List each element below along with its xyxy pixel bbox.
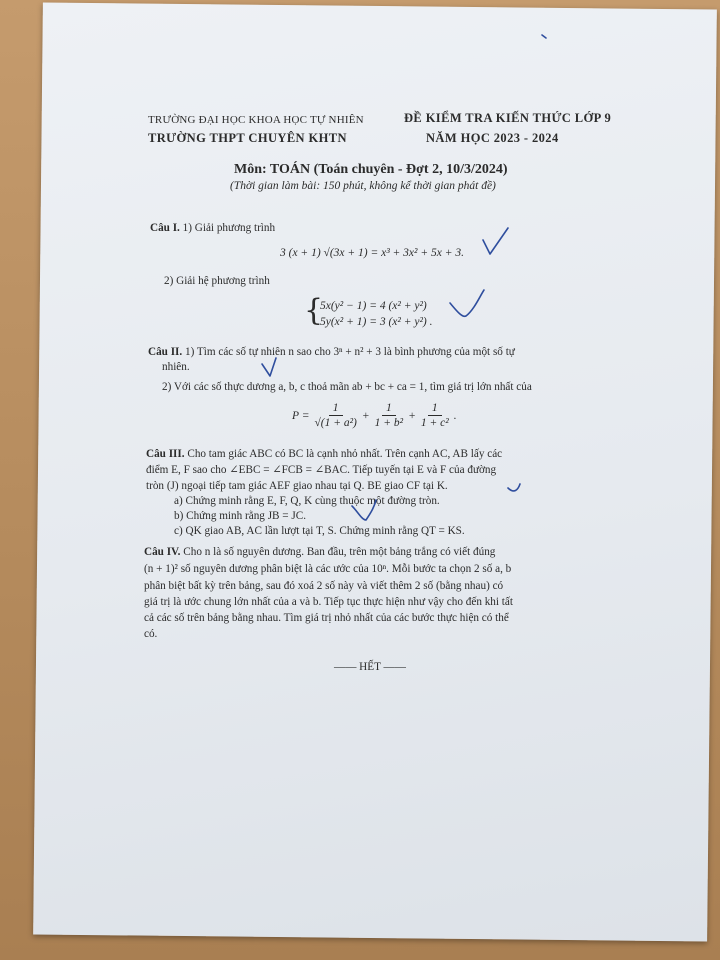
subject-title: Môn: TOÁN (Toán chuyên - Đợt 2, 10/3/2024) (234, 162, 508, 177)
fraction-c (419, 402, 451, 430)
question-4-line-2: (n + 1)² số nguyên dương phân biệt là các ước của 10ⁿ. Mỗi bước ta chọn 2 số a, b (144, 563, 512, 575)
question-3-line-2: điểm E, F sao cho ∠EBC = ∠FCB = ∠BAC. Tiếp tuyến tại E và F của đường (146, 464, 497, 476)
question-4-label: Câu IV. (144, 546, 181, 558)
university-name: TRƯỜNG ĐẠI HỌC KHOA HỌC TỰ NHIÊN (148, 114, 364, 126)
equation-1: 3 (x + 1) √(3x + 1) = x³ + 3x² + 5x + 3. (280, 247, 464, 259)
plus-2: + (408, 410, 416, 422)
plus-1: + (361, 410, 370, 422)
question-2 (148, 345, 515, 360)
fraction-b (373, 402, 405, 430)
question-4-line-1: Cho n là số nguyên dương. Ban đầu, trên một bảng trắng có viết đúng (183, 546, 496, 558)
question-3-line-1: Cho tam giác ABC có BC là cạnh nhỏ nhất. Trên cạnh AC, AB lấy các (187, 448, 503, 460)
question-4-line-3: phân biệt bất kỳ trên bảng, sau đó xoá 2 số này và viết thêm 2 số (bằng nhau) có (144, 580, 504, 592)
fraction-b-den: 1 + b² (374, 417, 404, 429)
system-eq-2: 5y(x² + 1) = 3 (x² + y²) . (320, 316, 433, 328)
question-1-part-2: 2) Giải hệ phương trình (164, 275, 270, 287)
exam-title: ĐỀ KIỂM TRA KIẾN THỨC LỚP 9 (404, 111, 612, 125)
question-1 (150, 221, 275, 236)
question-2-part-1-cont: nhiên. (162, 361, 190, 373)
question-4-line-6: có. (144, 628, 158, 640)
time-note: (Thời gian làm bài: 150 phút, không kể thời gian phát đề) (230, 180, 496, 192)
question-3-label: Câu III. (146, 448, 185, 460)
exam-content (108, 0, 618, 960)
p-lhs: P = (292, 410, 310, 422)
fraction-a (312, 402, 358, 430)
end-marker: —— HẾT —— (334, 661, 406, 673)
question-3 (146, 447, 502, 462)
question-2-part-1: 1) Tìm các số tự nhiên n sao cho 3ⁿ + n² + 3 là bình phương của một số tự (185, 346, 515, 358)
fraction-c-den: 1 + c² (420, 417, 449, 429)
system-brace: { (304, 293, 324, 328)
formula-end: . (453, 410, 457, 422)
system-eq-1: 5x(y² − 1) = 4 (x² + y²) (320, 300, 427, 312)
formula-p (292, 402, 457, 430)
question-3-line-3: tròn (J) ngoại tiếp tam giác AEF giao nhau tại Q. BE giao CF tại K. (146, 480, 448, 492)
question-4-line-4: giá trị là ước chung lớn nhất của a và b. Tiếp tục thực hiện như vậy cho đến khi tất (144, 596, 513, 608)
question-1-part-1: 1) Giải phương trình (182, 222, 276, 234)
fraction-c-num: 1 (428, 402, 442, 416)
question-2-part-2: 2) Với các số thực dương a, b, c thoả mãn ab + bc + ca = 1, tìm giá trị lớn nhất của (162, 381, 532, 393)
question-3-part-b: b) Chứng minh rằng JB = JC. (174, 510, 307, 522)
school-name: TRƯỜNG THPT CHUYÊN KHTN (148, 131, 347, 145)
question-2-label: Câu II. (148, 346, 183, 358)
fraction-b-num: 1 (382, 402, 396, 416)
question-4 (144, 545, 495, 560)
question-1-label: Câu I. (150, 222, 180, 234)
fraction-a-den: √(1 + a²) (314, 417, 357, 429)
question-4-line-5: cả các số trên bảng bằng nhau. Tìm giá trị nhỏ nhất của các bước thực hiện có thể (144, 612, 509, 624)
question-3-part-c: c) QK giao AB, AC lần lượt tại T, S. Chứng minh rằng QT = KS. (174, 525, 465, 537)
question-3-part-a: a) Chứng minh rằng E, F, Q, K cùng thuộc một đường tròn. (174, 495, 440, 507)
fraction-a-num: 1 (329, 402, 343, 416)
school-year: NĂM HỌC 2023 - 2024 (426, 131, 559, 145)
